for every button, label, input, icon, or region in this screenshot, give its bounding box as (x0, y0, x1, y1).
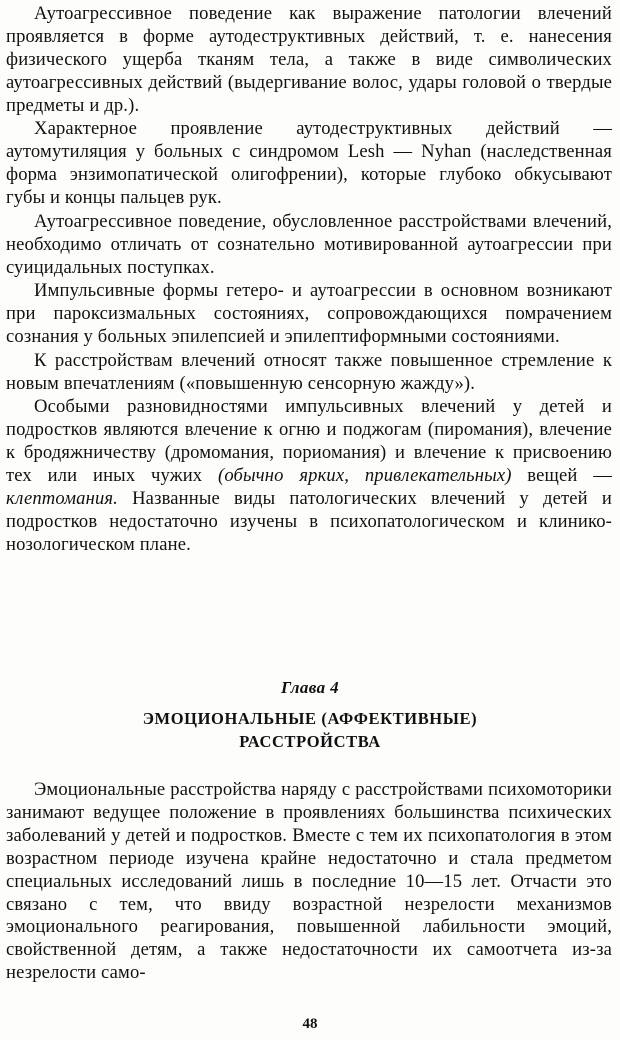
paragraph-impulsive-forms: Импульсивные формы гетеро- и аутоагрессии в основном возникают при пароксизмальных состояниях, сопровождающихся помрачением сознания у больных эпилепсией и эпилептиформными состояниями. (6, 280, 612, 348)
paragraph-distinguish-suicidal: Аутоагрессивное поведение, обусловленное расстройствами влечений, необходимо отличать от сознательно мотивированной аутоагрессии при суицидальных поступках. (6, 210, 612, 278)
text-block-chapter (6, 779, 612, 985)
paragraph-sensory-thirst: К расстройствам влечений относят также повышенное стремление к новым впечатлениям («повышенную сенсорную жажду»). (6, 349, 612, 394)
paragraph-impulsive-drives (6, 396, 612, 556)
paragraph-impulsive-drives-italic2: клептомания. (6, 488, 118, 510)
chapter-title-line1: ЭМОЦИОНАЛЬНЫЕ (АФФЕКТИВНЫЕ) (142, 709, 478, 728)
paragraph-autoaggressive-behavior: Аутоагрессивное поведение как выражение патологии влечений проявляется в форме аутодеструктивных действий, т. е. нанесения физического ущерба тканям тела, а также в виде символических аутоагрессивных действий (выдергивание волос, удары головой о твердые предметы и др.). (6, 3, 612, 116)
chapter-label: Глава 4 (280, 678, 340, 697)
paragraph-impulsive-drives-italic1: (обычно ярких, привлекательных) (217, 465, 512, 487)
chapter-title (0, 707, 620, 753)
chapter-title-line2: РАССТРОЙСТВА (239, 732, 381, 751)
paragraph-impulsive-drives-part2: вещей — (511, 465, 612, 487)
page-number: 48 (302, 1016, 318, 1032)
paragraph-emotional-disorders: Эмоциональные расстройства наряду с расстройствами психомоторики занимают ведущее положение в проявлениях большинства психических заболеваний у детей и подростков. Вместе с тем их психопатология в этом возрастном периоде изучена крайне недостаточно и стала предметом специальных исследований лишь в последние 10—15 лет. Отчасти это связано с тем, что ввиду возрастной незрелости механизмов эмоционального реагирования, повышенной лабильности эмоций, свойственной детям, а также недостаточности их самоотчета из-за незрелости само- (6, 779, 612, 984)
text-block-before-chapter (6, 3, 612, 557)
paragraph-automutilation: Характерное проявление аутодеструктивных действий — аутомутиляция у больных с синдромом Lesh — Nyhan (наследственная форма энзимопатической олигофрении), которые глубоко обкусывают губы и концы пальцев рук. (6, 118, 612, 209)
paragraph-impulsive-drives-part3: Названные виды патологических влечений у детей и подростков недостаточно изучены в психопатологическом и клинико-нозологическом плане. (6, 488, 612, 555)
paragraph-impulsive-drives-part1: Особыми разновидностями импульсивных влечений у детей и подростков являются влечение к огню и поджогам (пиромания), влечение к бродяжничеству (дромомания, пориомания) и влечение к присвоению тех или иных чужих (6, 396, 612, 487)
